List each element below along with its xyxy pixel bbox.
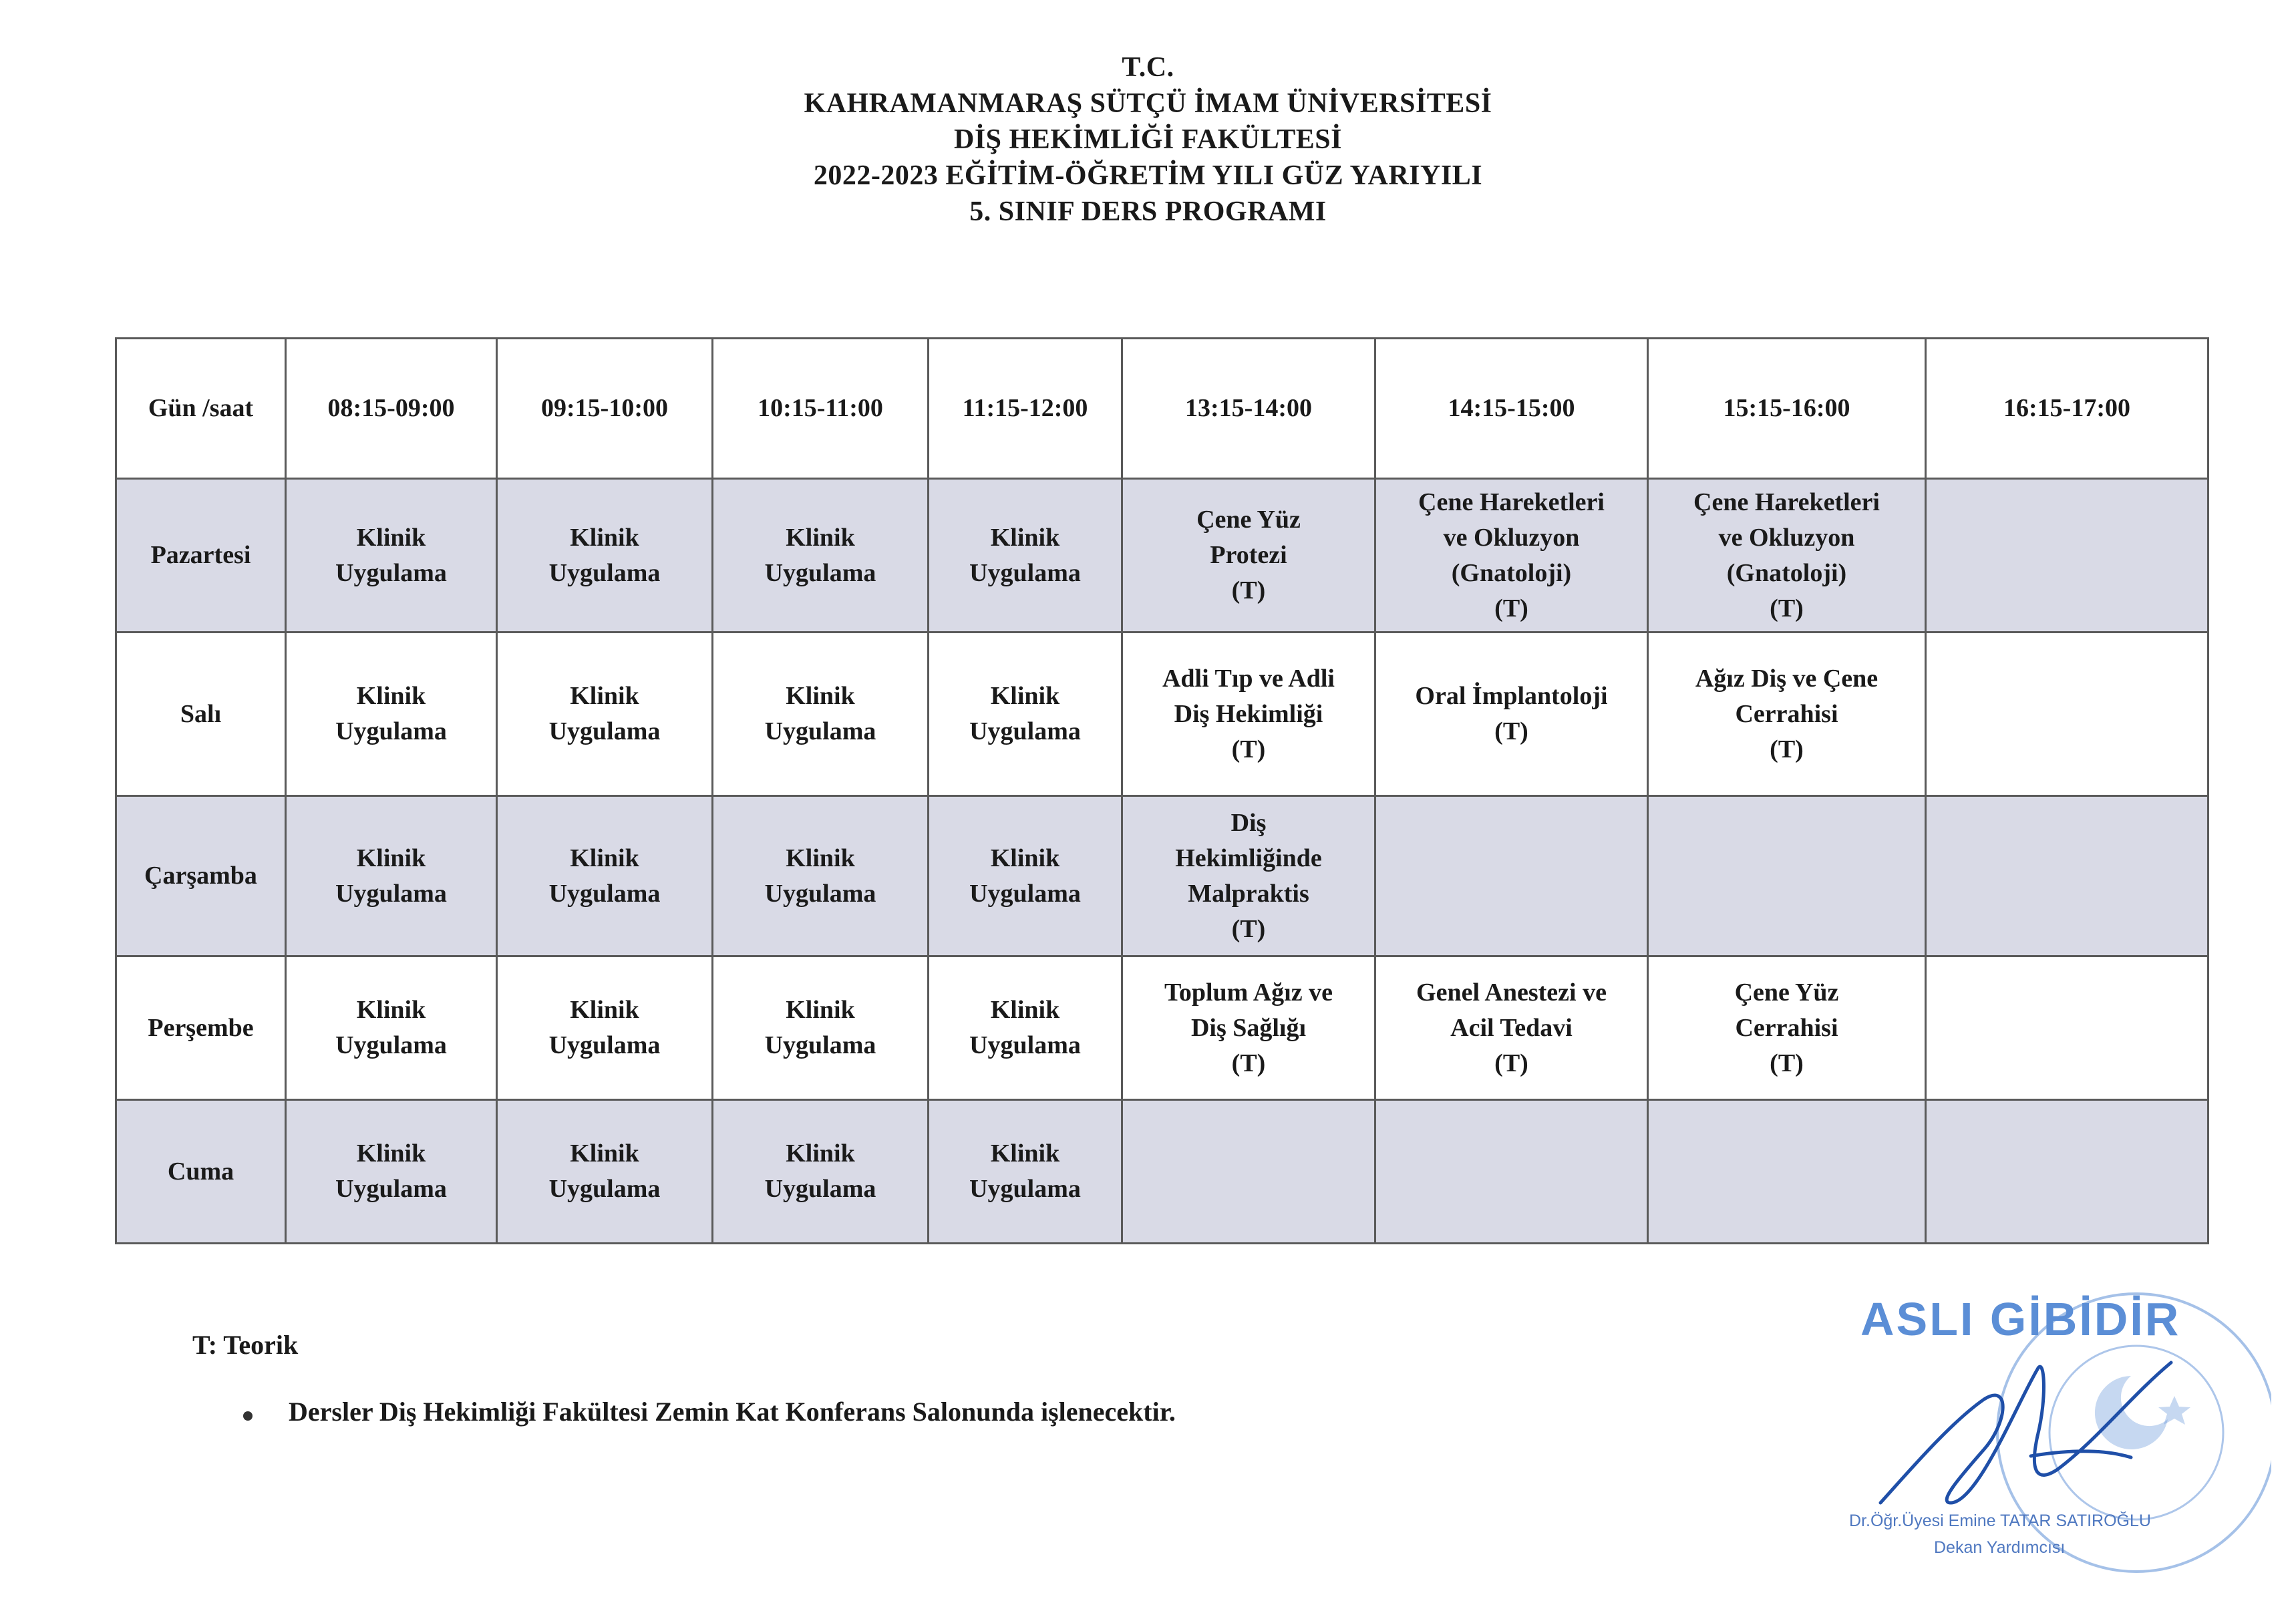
course-text-line: Ağız Diş ve Çene	[1695, 664, 1878, 693]
course-cell	[1648, 956, 1926, 1100]
empty-cell	[1375, 1100, 1648, 1244]
course-cell	[929, 796, 1122, 956]
legend-teorik: T: Teorik	[192, 1330, 299, 1360]
course-text-line: (T)	[1770, 594, 1804, 622]
course-text-line: Cerrahisi	[1735, 1013, 1838, 1042]
course-cell	[497, 479, 713, 633]
course-cell	[713, 956, 929, 1100]
course-text-line: Uygulama	[335, 1175, 447, 1203]
document-header	[0, 49, 2296, 230]
course-text-line: Klinik	[786, 844, 855, 872]
empty-cell	[1375, 796, 1648, 956]
signer-name: Dr.Öğr.Üyesi Emine TATAR SATIROĞLU	[1849, 1511, 2151, 1530]
time-slot-header: 10:15-11:00	[713, 339, 929, 479]
course-text-line: (T)	[1770, 1049, 1804, 1077]
header-faculty: DİŞ HEKİMLİĞİ FAKÜLTESİ	[953, 124, 1342, 155]
empty-cell	[1926, 956, 2208, 1100]
course-text-line: Klinik	[990, 682, 1060, 710]
course-text-line: Uygulama	[335, 558, 447, 587]
course-cell	[929, 1100, 1122, 1244]
course-text-line: Uygulama	[335, 879, 447, 908]
course-text-line: Uygulama	[335, 1031, 447, 1059]
course-text-line: Oral İmplantoloji	[1415, 682, 1608, 710]
table-row	[116, 796, 2208, 956]
course-text-line: Klinik	[786, 996, 855, 1024]
course-text-line: ve Okluzyon	[1718, 523, 1855, 552]
course-text-line: Uygulama	[548, 1175, 661, 1203]
course-text-line: Uygulama	[335, 717, 447, 745]
empty-cell	[1122, 1100, 1375, 1244]
course-text-line: Hekimliğinde	[1175, 844, 1322, 872]
course-cell	[497, 633, 713, 796]
course-text-line: Klinik	[786, 523, 855, 552]
course-text-line: (Gnatoloji)	[1451, 558, 1572, 587]
star-icon	[2158, 1396, 2190, 1425]
course-cell	[713, 1100, 929, 1244]
time-slot-header: 16:15-17:00	[1926, 339, 2208, 479]
course-text-line: Klinik	[570, 523, 639, 552]
course-cell	[1122, 956, 1375, 1100]
course-cell	[713, 796, 929, 956]
course-text-line: Diş Sağlığı	[1190, 1013, 1307, 1042]
course-text-line: Uygulama	[764, 879, 876, 908]
time-slot-header: 11:15-12:00	[929, 339, 1122, 479]
asli-gibidir-stamp: ASLI GİBİDİR	[1860, 1293, 2181, 1345]
day-cell: Pazartesi	[116, 479, 286, 633]
empty-cell	[1926, 796, 2208, 956]
day-cell: Çarşamba	[116, 796, 286, 956]
table-row	[116, 956, 2208, 1100]
course-text-line: Çene Hareketleri	[1418, 488, 1605, 516]
course-text-line: Çene Yüz	[1196, 506, 1301, 534]
course-cell	[1375, 479, 1648, 633]
course-text-line: (T)	[1231, 1049, 1266, 1077]
course-text-line: Uygulama	[764, 717, 876, 745]
day-cell: Cuma	[116, 1100, 286, 1244]
course-text-line: (T)	[1494, 594, 1528, 622]
course-text-line: Acil Tedavi	[1450, 1013, 1573, 1042]
empty-cell	[1648, 796, 1926, 956]
course-text-line: (T)	[1231, 735, 1266, 763]
course-text-line: Klinik	[356, 844, 426, 872]
course-text-line: Uygulama	[969, 1175, 1081, 1203]
course-text-line: (T)	[1770, 735, 1804, 763]
course-cell	[1122, 796, 1375, 956]
course-text-line: Klinik	[786, 1139, 855, 1168]
table-row	[116, 633, 2208, 796]
header-university: KAHRAMANMARAŞ SÜTÇÜ İMAM ÜNİVERSİTESİ	[804, 88, 1492, 119]
course-cell	[1648, 479, 1926, 633]
course-cell	[929, 956, 1122, 1100]
course-cell	[1122, 633, 1375, 796]
time-slot-header: 08:15-09:00	[286, 339, 497, 479]
course-cell	[929, 633, 1122, 796]
header-term: 2022-2023 EĞİTİM-ÖĞRETİM YILI GÜZ YARIYILI	[813, 160, 1483, 191]
course-text-line: Klinik	[990, 1139, 1060, 1168]
course-text-line: Çene Hareketleri	[1693, 488, 1880, 516]
course-text-line: Klinik	[786, 682, 855, 710]
signer-title: Dekan Yardımcısı	[1934, 1538, 2066, 1557]
course-text-line: Klinik	[356, 682, 426, 710]
header-class-program: 5. SINIF DERS PROGRAMI	[969, 196, 1327, 227]
course-text-line: Uygulama	[969, 717, 1081, 745]
header-cell-day-time: Gün /saat	[116, 339, 286, 479]
course-text-line: Uygulama	[764, 558, 876, 587]
course-text-line: Adli Tıp ve Adli	[1162, 664, 1335, 693]
course-text-line: Klinik	[990, 996, 1060, 1024]
course-cell	[1375, 956, 1648, 1100]
empty-cell	[1926, 479, 2208, 633]
location-note: Dersler Diş Hekimliği Fakültesi Zemin Kat Konferans Salonunda işlenecektir.	[289, 1397, 1176, 1427]
course-text-line: Klinik	[570, 996, 639, 1024]
empty-cell	[1648, 1100, 1926, 1244]
course-text-line: (T)	[1231, 576, 1266, 604]
course-text-line: Uygulama	[548, 717, 661, 745]
course-text-line: Uygulama	[969, 879, 1081, 908]
course-cell	[497, 796, 713, 956]
course-text-line: Cerrahisi	[1735, 699, 1838, 728]
course-text-line: Klinik	[990, 523, 1060, 552]
course-text-line: Klinik	[356, 1139, 426, 1168]
course-text-line: Uygulama	[764, 1175, 876, 1203]
course-text-line: Klinik	[570, 1139, 639, 1168]
course-text-line: Uygulama	[969, 558, 1081, 587]
day-cell: Perşembe	[116, 956, 286, 1100]
course-cell	[713, 479, 929, 633]
time-slot-header: 09:15-10:00	[497, 339, 713, 479]
time-slot-header: 13:15-14:00	[1122, 339, 1375, 479]
crescent-icon	[2095, 1376, 2168, 1449]
course-text-line: Uygulama	[548, 558, 661, 587]
time-slot-header: 14:15-15:00	[1375, 339, 1648, 479]
course-cell	[1648, 633, 1926, 796]
course-text-line: (T)	[1494, 717, 1528, 745]
course-text-line: Klinik	[570, 844, 639, 872]
course-text-line: Uygulama	[764, 1031, 876, 1059]
course-text-line: (T)	[1231, 914, 1266, 943]
header-tc: T.C.	[1122, 52, 1174, 83]
schedule-table	[115, 337, 2209, 1244]
table-row	[116, 479, 2208, 633]
course-text-line: Uygulama	[969, 1031, 1081, 1059]
course-text-line: (Gnatoloji)	[1726, 558, 1847, 587]
course-text-line: Diş Hekimliği	[1174, 699, 1323, 728]
course-text-line: Uygulama	[548, 1031, 661, 1059]
course-text-line: Toplum Ağız ve	[1164, 978, 1333, 1007]
course-cell	[929, 479, 1122, 633]
course-text-line: Çene Yüz	[1734, 978, 1839, 1007]
course-cell	[286, 1100, 497, 1244]
course-text-line: Uygulama	[548, 879, 661, 908]
course-text-line: Genel Anestezi ve	[1416, 978, 1607, 1007]
course-cell	[497, 956, 713, 1100]
course-cell	[286, 633, 497, 796]
course-cell	[497, 1100, 713, 1244]
course-cell	[713, 633, 929, 796]
course-cell	[1122, 479, 1375, 633]
bullet-icon	[243, 1411, 253, 1421]
day-cell: Salı	[116, 633, 286, 796]
course-cell	[286, 479, 497, 633]
course-cell	[286, 956, 497, 1100]
course-text-line: Diş	[1231, 808, 1267, 837]
empty-cell	[1926, 1100, 2208, 1244]
course-text-line: Klinik	[356, 523, 426, 552]
course-text-line: ve Okluzyon	[1443, 523, 1580, 552]
time-slot-header: 15:15-16:00	[1648, 339, 1926, 479]
empty-cell	[1926, 633, 2208, 796]
course-text-line: Malpraktis	[1188, 879, 1309, 908]
course-text-line: (T)	[1494, 1049, 1528, 1077]
course-text-line: Klinik	[990, 844, 1060, 872]
course-text-line: Klinik	[356, 996, 426, 1024]
course-cell	[286, 796, 497, 956]
course-text-line: Klinik	[570, 682, 639, 710]
table-row	[116, 1100, 2208, 1244]
course-cell	[1375, 633, 1648, 796]
course-text-line: Protezi	[1210, 541, 1287, 569]
